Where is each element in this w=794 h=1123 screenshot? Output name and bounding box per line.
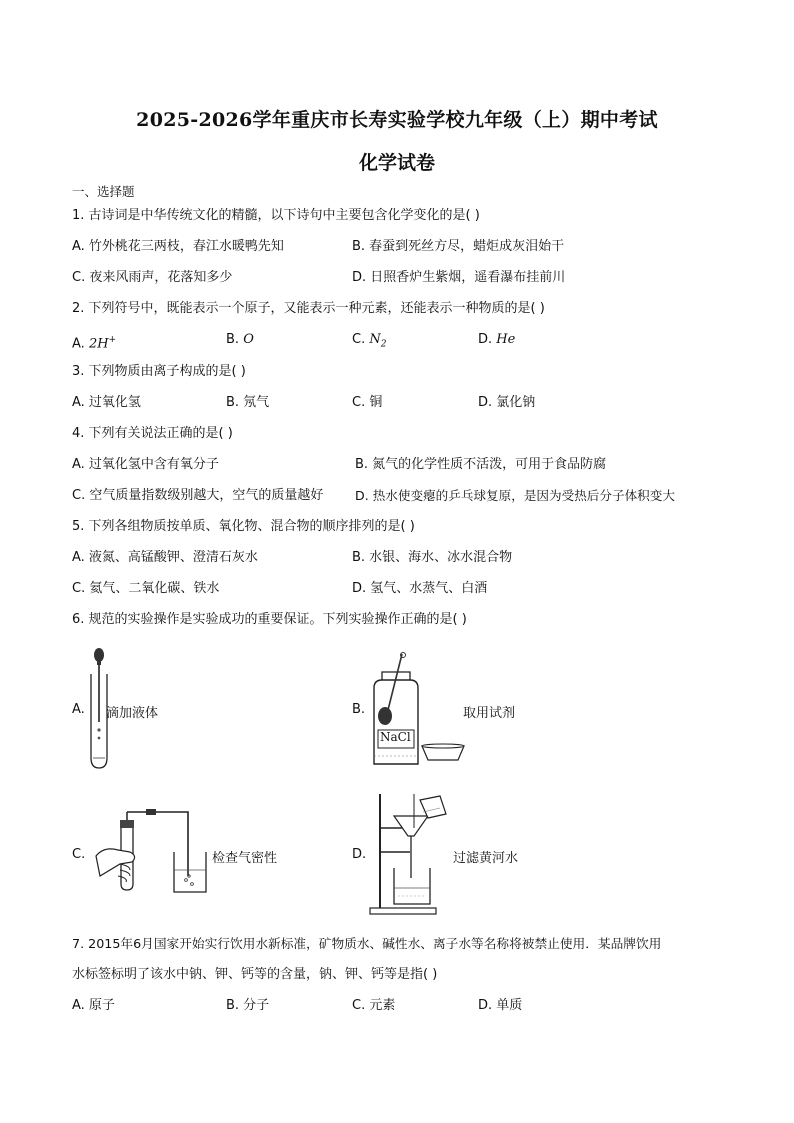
question-6-option-d-caption: 过滤黄河水: [453, 851, 519, 866]
question-6-option-c-caption: 检查气密性: [212, 851, 278, 866]
formula: O: [243, 332, 254, 347]
option-label: A.: [72, 336, 85, 352]
question-1-option-b[interactable]: B. 春蚕到死丝方尽，蜡炬成灰泪始干: [352, 239, 565, 254]
question-6-option-a-caption: 滴加液体: [106, 706, 159, 721]
formula-subscript: 2: [380, 339, 387, 350]
question-1-option-d[interactable]: D. 日照香炉生紫烟，遥看瀑布挂前川: [352, 270, 566, 285]
question-6-option-a-label[interactable]: A.: [72, 702, 85, 717]
question-3-option-d[interactable]: D. 氯化钠: [478, 395, 536, 410]
question-7-option-a[interactable]: A. 原子: [72, 998, 115, 1013]
option-label: D.: [478, 332, 493, 347]
question-7-option-b[interactable]: B. 分子: [226, 998, 270, 1013]
question-3-stem: 3. 下列物质由离子构成的是( ): [72, 364, 246, 379]
question-3-option-c[interactable]: C. 铜: [352, 395, 383, 410]
question-1-option-c[interactable]: C. 夜来风雨声，花落知多少: [72, 270, 233, 285]
question-5-option-d[interactable]: D. 氢气、水蒸气、白酒: [352, 581, 488, 596]
formula: 2H: [88, 336, 109, 352]
question-4-option-a[interactable]: A. 过氧化氢中含有氧分子: [72, 457, 219, 472]
option-label: C.: [352, 332, 366, 347]
question-5-option-b[interactable]: B. 水银、海水、冰水混合物: [352, 550, 513, 565]
option-label: B.: [226, 332, 240, 347]
exam-subtitle: 化学试卷: [358, 152, 435, 174]
question-2-option-a[interactable]: [72, 331, 116, 353]
question-7-stem-line-2: 水标签标明了该水中钠、钾、钙等的含量，钠、钾、钙等是指( ): [72, 967, 438, 982]
question-6-option-d-label[interactable]: D.: [352, 847, 367, 862]
formula-superscript: +: [108, 335, 117, 345]
question-2-option-b[interactable]: [226, 331, 254, 349]
question-1-option-a[interactable]: A. 竹外桃花三两枝，春江水暖鸭先知: [72, 239, 284, 254]
question-6-option-b-label[interactable]: B.: [352, 702, 366, 717]
question-7-stem-line-1: 7. 2015年6月国家开始实行饮用水新标准，矿物质水、碱性水、离子水等名称将被禁止使用．某品牌饮用: [72, 936, 662, 951]
question-5-option-a[interactable]: A. 液氮、高锰酸钾、澄清石灰水: [72, 550, 258, 565]
question-4-option-b[interactable]: B. 氮气的化学性质不活泼，可用于食品防腐: [355, 457, 607, 472]
question-2-option-d[interactable]: [478, 331, 515, 349]
formula: N: [369, 332, 381, 347]
reagent-bottle-spoon-figure: [366, 652, 470, 770]
question-5-stem: 5. 下列各组物质按单质、氧化物、混合物的顺序排列的是( ): [72, 519, 415, 534]
question-2-option-c[interactable]: [352, 331, 386, 354]
question-6-option-c-label[interactable]: C.: [72, 847, 86, 862]
question-3-option-b[interactable]: B. 氖气: [226, 395, 270, 410]
section-heading: 一、选择题: [72, 184, 135, 199]
question-4-option-c[interactable]: C. 空气质量指数级别越大，空气的质量越好: [72, 488, 324, 503]
formula: He: [496, 332, 516, 347]
exam-title: 2025-2026学年重庆市长寿实验学校九年级（上）期中考试: [136, 109, 658, 131]
question-3-option-a[interactable]: A. 过氧化氢: [72, 395, 141, 410]
question-7-option-c[interactable]: C. 元素: [352, 998, 396, 1013]
question-1-stem: 1. 古诗词是中华传统文化的精髓，以下诗句中主要包含化学变化的是( ): [72, 208, 480, 223]
filtration-apparatus-figure: [368, 792, 452, 916]
question-4-option-d[interactable]: D. 热水使变瘪的乒乓球复原，是因为受热后分子体积变大: [355, 488, 675, 503]
airtightness-check-figure: [90, 806, 214, 896]
question-7-option-d[interactable]: D. 单质: [478, 998, 523, 1013]
question-6-option-b-caption: 取用试剂: [463, 706, 516, 721]
question-6-stem: 6. 规范的实验操作是实验成功的重要保证。下列实验操作正确的是( ): [72, 612, 467, 627]
question-5-option-c[interactable]: C. 氦气、二氧化碳、铁水: [72, 581, 220, 596]
question-2-stem: 2. 下列符号中，既能表示一个原子，又能表示一种元素，还能表示一种物质的是( ): [72, 301, 545, 316]
question-4-stem: 4. 下列有关说法正确的是( ): [72, 426, 233, 441]
reagent-bottle-label: NaCl: [380, 730, 411, 744]
